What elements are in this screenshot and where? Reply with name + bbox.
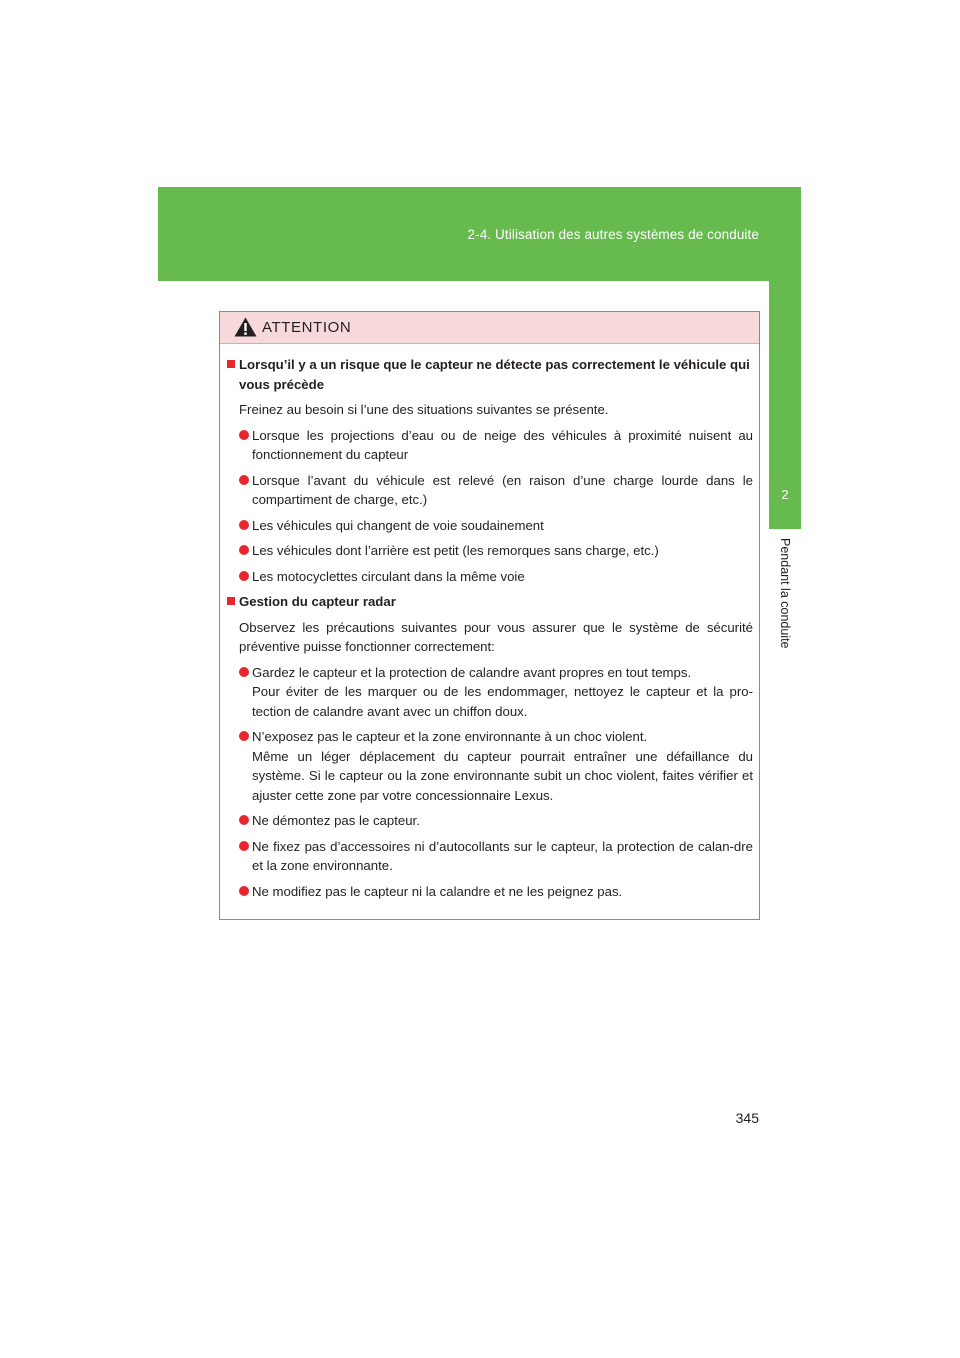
list-item: Ne démontez pas le capteur.: [227, 811, 753, 831]
page-number: 345: [735, 1110, 759, 1126]
round-bullet-icon: [239, 815, 249, 825]
list-item: Lorsque les projections d’eau ou de neige des véhicules à proximité nuisent au fonctionnement du capteur: [227, 426, 753, 465]
section-heading: Gestion du capteur radar: [227, 592, 753, 612]
list-item: Lorsque l’avant du véhicule est relevé (en raison d’une charge lourde dans le compartiment de charge, etc.): [227, 471, 753, 510]
square-bullet-icon: [227, 597, 235, 605]
list-item: Les motocyclettes circulant dans la même voie: [227, 567, 753, 587]
list-item: Ne modifiez pas le capteur ni la calandre et ne les peignez pas.: [227, 882, 753, 902]
list-item: Ne fixez pas d’accessoires ni d’autocollants sur le capteur, la protection de calan-dre et la zone environnante.: [227, 837, 753, 876]
chapter-tab: [769, 264, 801, 529]
round-bullet-icon: [239, 886, 249, 896]
warning-title: ATTENTION: [262, 319, 352, 336]
warning-box: [219, 311, 760, 920]
chapter-label-text: Pendant la conduite: [778, 538, 792, 649]
warning-triangle-icon: [234, 317, 257, 337]
square-bullet-icon: [227, 360, 235, 368]
warning-body: [220, 344, 759, 901]
list-item: Les véhicules qui changent de voie soudainement: [227, 516, 753, 536]
list-item: Gardez le capteur et la protection de calandre avant propres en tout temps. Pour éviter de les marquer ou de les endommager, nettoyez le capteur et la pro-tection de calandre avant avec un chiffon doux.: [227, 663, 753, 722]
round-bullet-icon: [239, 731, 249, 741]
chapter-label: [769, 538, 801, 668]
warning-header: [220, 312, 759, 344]
section-header-band: [158, 187, 801, 281]
section-title: 2-4. Utilisation des autres systèmes de conduite: [467, 227, 759, 242]
round-bullet-icon: [239, 520, 249, 530]
section-intro: Observez les précautions suivantes pour vous assurer que le système de sécurité préventive puisse fonctionner correctement:: [239, 619, 753, 654]
round-bullet-icon: [239, 841, 249, 851]
chapter-number: 2: [781, 487, 789, 502]
section-heading: Lorsqu’il y a un risque que le capteur ne détecte pas correctement le véhicule qui vous précède: [227, 355, 753, 394]
section-intro: Freinez au besoin si l’une des situations suivantes se présente.: [239, 402, 609, 417]
round-bullet-icon: [239, 545, 249, 555]
round-bullet-icon: [239, 430, 249, 440]
round-bullet-icon: [239, 475, 249, 485]
list-item: Les véhicules dont l’arrière est petit (les remorques sans charge, etc.): [227, 541, 753, 561]
list-item: N’exposez pas le capteur et la zone environnante à un choc violent. Même un léger déplacement du capteur pourrait entraîner une défaillance du système. Si le capteur ou la zone environnante subit un choc violent, faites vérifier et ajuster cette zone par votre concessionnaire Lexus.: [227, 727, 753, 805]
round-bullet-icon: [239, 571, 249, 581]
round-bullet-icon: [239, 667, 249, 677]
